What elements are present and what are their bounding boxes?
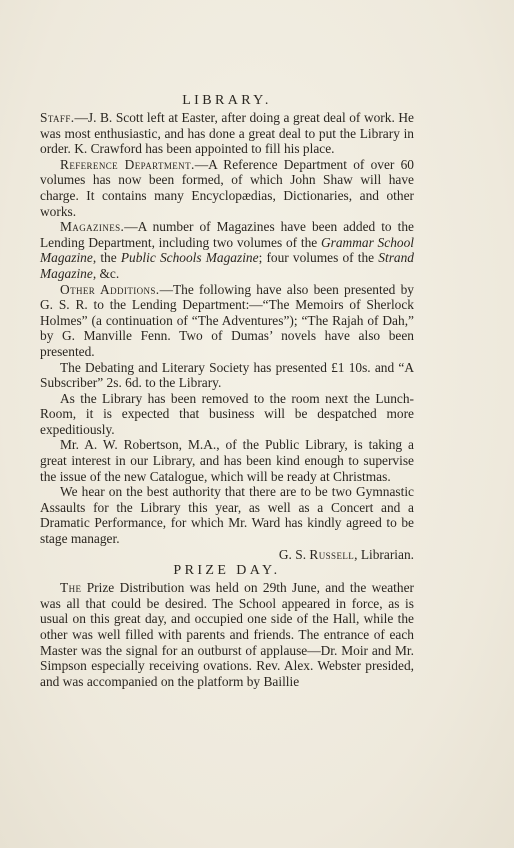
librarian-signature [40,547,414,563]
staff-lead: Staff. [40,110,75,125]
prize-day-paragraph [40,580,414,689]
magazines-text-mid1: , the [92,250,121,266]
additions-text: —The following have also been presented by G. S. R. to the Lending Department:—“The Memoirs of Sherlock Holmes” (a continuation of “The Adventures”); “The Rajah of Dah,” by G. Manville Fenn. Two of Dumas’ novels have also been presented. [40,281,414,359]
magazine-title-strand: Strand Magazine [40,250,414,281]
additions-paragraph [40,282,414,360]
events-paragraph: We hear on the best authority that there are to be two Gymnastic Assaults for the Library this year, as well as a Concert and a Dramatic Performance, for which Mr. Ward has kindly agreed to be stage manager. [40,484,414,547]
signature-name: Russell [309,546,355,562]
magazines-text-mid2: ; four volumes of the [258,250,379,266]
staff-text: —J. B. Scott left at Easter, after doing a great deal of work. He was most enthusiastic, and has done a great deal to put the Library in order. K. Crawford has been appointed to fill his place. [40,110,414,157]
prize-day-text: Prize Distribution was held on 29th June, and the weather was all that could be desired. The School appeared in force, as is usual on this great day, and occupied one side of the Hall, while the other was well filled with parents and friends. The entrance of each Master was the signal for an outburst of applause—Dr. Moir and Mr. Simpson especially receiving ovations. Rev. Alex. Webster presided, and was accompanied on the platform by Baillie [40,580,414,689]
staff-paragraph [40,110,414,157]
page-content [40,92,414,689]
catalogue-paragraph: Mr. A. W. Robertson, M.A., of the Public Library, is taking a great interest in our Library, and has been kind enough to supervise the issue of the new Catalogue, which will be ready at Christmas. [40,437,414,484]
additions-lead: Other Additions. [60,281,160,297]
reference-text: —A Reference Department of over 60 volumes has now been formed, of which John Shaw will have charge. It contains many Encyclopædias, Dictionaries, and other works. [40,156,414,219]
prize-day-heading: PRIZE DAY. [173,563,281,579]
signature-initials: G. S. [278,546,310,562]
relocation-paragraph: As the Library has been removed to the room next the Lunch-Room, it is expected that business will be despatched more expeditiously. [40,390,414,437]
magazine-title-public: Public Schools Magazine [120,250,259,266]
magazines-text-before: —A number of Magazines have been added to the Lending Department, including two volumes of the [40,219,414,250]
library-heading: LIBRARY. [182,93,272,108]
reference-lead: Reference Department. [60,156,195,172]
magazines-text-after: , &c. [92,265,120,281]
prize-day-lead: The [60,580,82,596]
magazine-title-grammar: Grammar School Magazine [40,234,415,266]
magazines-paragraph [40,219,414,281]
signature-role: , Librarian. [354,546,414,562]
debating-paragraph: The Debating and Literary Society has presented £1 10s. and “A Subscriber” 2s. 6d. to the Library. [40,359,414,391]
magazines-lead: Magazines. [60,219,125,235]
reference-paragraph [40,157,414,219]
